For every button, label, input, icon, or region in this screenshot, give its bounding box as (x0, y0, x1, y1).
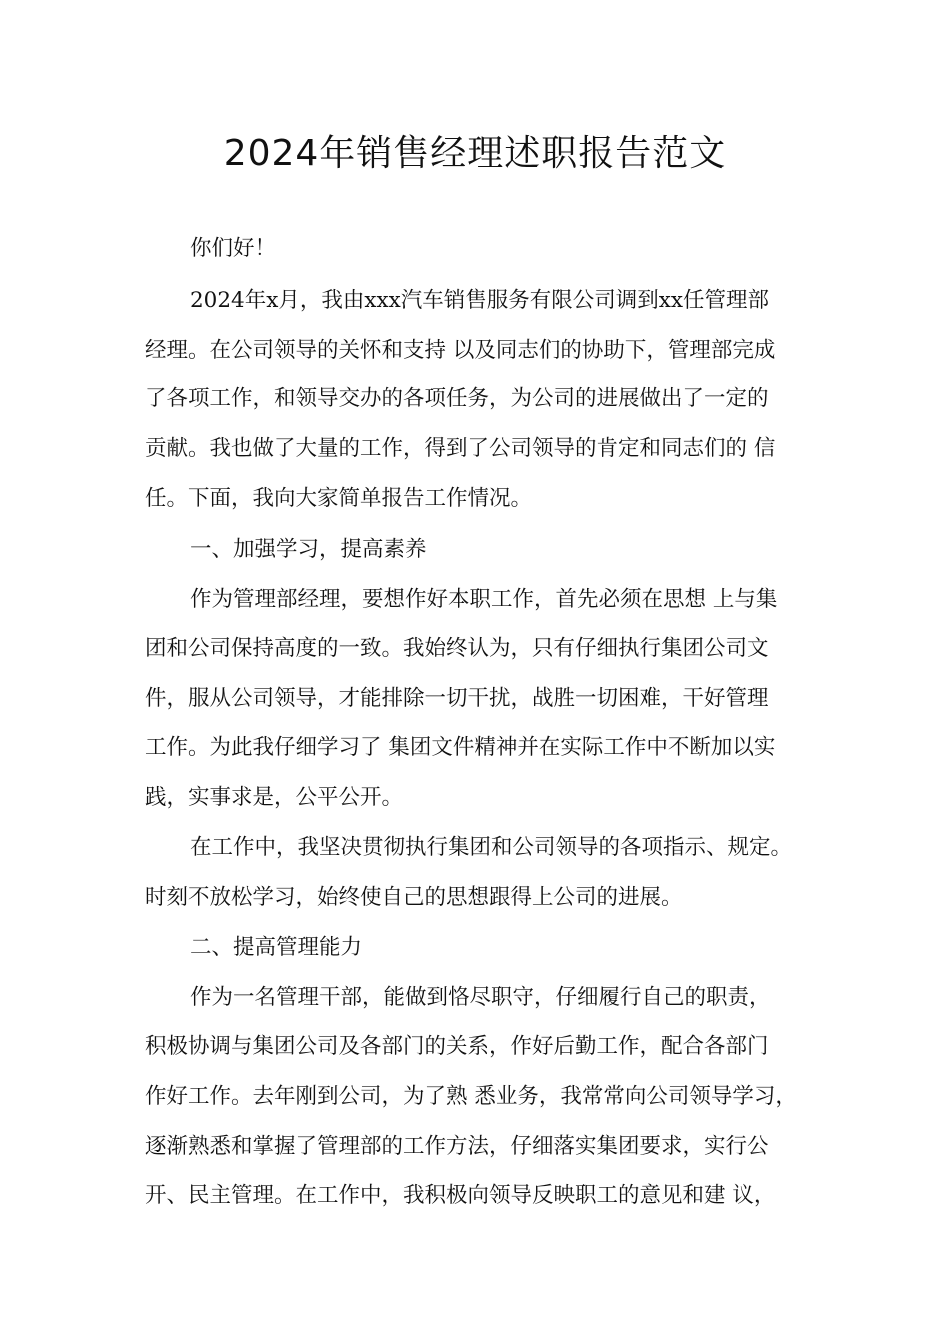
body-line: 贡献。我也做了大量的工作，得到了公司领导的肯定和同志们的 信 (145, 436, 776, 461)
body-line: 逐渐熟悉和掌握了管理部的工作方法，仔细落实集团要求，实行公 (145, 1134, 769, 1159)
body-line: 作好工作。去年刚到公司，为了熟 悉业务，我常常向公司领导学习， (145, 1084, 797, 1109)
body-line: 2024年x月，我由xxx汽车销售服务有限公司调到xx任管理部 (190, 288, 769, 313)
body-line: 积极协调与集团公司及各部门的关系，作好后勤工作，配合各部门 (145, 1034, 769, 1059)
body-line: 经理。在公司领导的关怀和支持 以及同志们的协助下，管理部完成 (145, 338, 776, 363)
body-line: 在工作中，我坚决贯彻执行集团和公司领导的各项指示、规定。 (190, 835, 793, 860)
document-title: 2024年销售经理述职报告范文 (223, 133, 727, 174)
body-line: 任。下面，我向大家简单报告工作情况。 (145, 486, 533, 511)
section-heading: 二、提高管理能力 (190, 935, 363, 960)
body-line: 时刻不放松学习，始终使自己的思想跟得上公司的进展。 (145, 885, 683, 910)
body-line: 作为管理部经理，要想作好本职工作，首先必须在思想 上与集 (190, 587, 778, 612)
body-line: 开、民主管理。在工作中，我积极向领导反映职工的意见和建 议， (145, 1183, 776, 1208)
body-line: 件，服从公司领导，才能排除一切干扰，战胜一切困难，干好管理 (145, 686, 769, 711)
section-heading: 一、加强学习，提高素养 (190, 537, 427, 562)
body-line: 团和公司保持高度的一致。我始终认为，只有仔细执行集团公司文 (145, 636, 769, 661)
body-line: 你们好！ (190, 236, 277, 261)
body-line: 工作。为此我仔细学习了 集团文件精神并在实际工作中不断加以实 (145, 735, 776, 760)
body-line: 了各项工作，和领导交办的各项任务，为公司的进展做出了一定的 (145, 386, 769, 411)
body-line: 践，实事求是，公平公开。 (145, 785, 404, 810)
body-line: 作为一名管理干部，能做到恪尽职守，仔细履行自己的职责， (190, 985, 771, 1010)
